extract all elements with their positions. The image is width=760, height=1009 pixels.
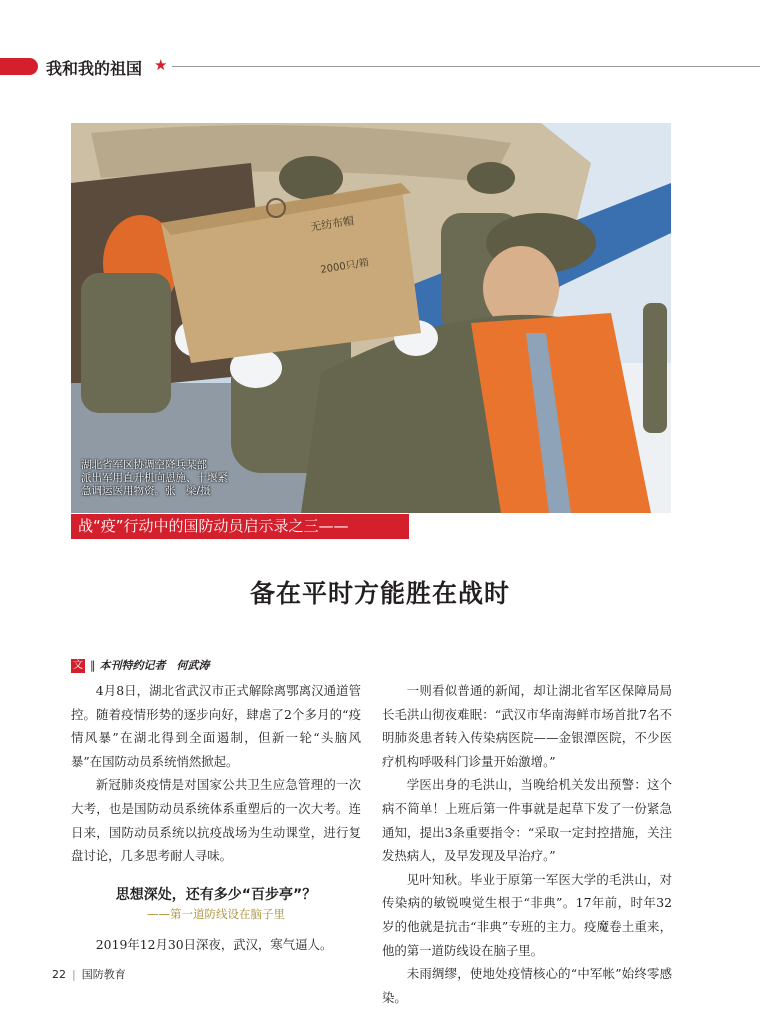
body-paragraph: 未雨绸缪，使地处疫情核心的“中军帐”始终零感染。 <box>382 966 672 1005</box>
body-paragraph: 一则看似普通的新闻，却让湖北省军区保障局局长毛洪山彻夜难眠：“武汉市华南海鲜市场首批7名不明肺炎患者转入传染病医院——金银潭医院，不少医疗机构呼吸科门诊量开始激增。” <box>382 683 672 769</box>
body-paragraph: 4月8日，湖北省武汉市正式解除离鄂离汉通道管控。随着疫情形势的逐步向好，肆虐了2个多月的“疫情风暴”在湖北得到全面遏制，但新一轮“头脑风暴”在国防动员系统悄然掀起。 <box>71 683 361 769</box>
lead-photo <box>71 123 671 513</box>
box-quantity: 2000只/箱 <box>319 257 370 276</box>
magazine-name: 国防教育 <box>81 968 126 981</box>
article-headline: 备在平时方能胜在战时 <box>249 579 510 608</box>
photo-caption <box>81 459 241 498</box>
byline <box>71 659 210 673</box>
photo-caption-line: 急调运医用物资。张 梁/摄 <box>81 485 211 497</box>
series-kicker: 战“疫”行动中的国防动员启示录之三—— <box>71 514 409 539</box>
body-paragraph: 2019年12月30日深夜，武汉，寒气逼人。 <box>95 936 333 952</box>
section-title: 我和我的祖国 <box>46 59 143 78</box>
page-footer <box>52 966 126 982</box>
subhead-subtitle: ——第一道防线设在脑子里 <box>147 906 285 921</box>
right-column <box>382 679 672 1009</box>
byline-badge: 文 <box>73 660 83 671</box>
header-divider <box>172 66 760 67</box>
byline-separator: ‖ <box>90 659 96 672</box>
footer-separator: | <box>72 968 76 981</box>
byline-author: 本刊特约记者 何武涛 <box>99 659 210 672</box>
photo-caption-line: 湖北省军区协调空降兵某部 <box>81 459 207 471</box>
page-number: 22 <box>52 968 66 981</box>
body-paragraph: 见叶知秋。毕业于原第一军医大学的毛洪山，对传染病的敏锐嗅觉生根于“非典”。17年前，时年32岁的他就是抗击“非典”专班的主力。疫魔卷土重来，他的第一道防线设在脑子里。 <box>382 871 672 958</box>
left-column <box>71 679 361 956</box>
subhead-title: 思想深处，还有多少“百步亭”？ <box>115 886 317 903</box>
body-paragraph: 新冠肺炎疫情是对国家公共卫生应急管理的一次大考，也是国防动员系统体系重塑后的一次大考。连日来，国防动员系统以抗疫战场为生动课堂，进行复盘讨论，几多思考耐人寻味。 <box>71 777 361 864</box>
body-paragraph: 学医出身的毛洪山，当晚给机关发出预警：这个病不简单！上班后第一件事就是起草下发了一份紧急通知，提出3条重要指令：“采取一定封控措施，关注发热病人，及早发现及早治疗。” <box>382 777 672 864</box>
photo-caption-line: 派出军用直升机向恩施、十堰紧 <box>81 472 228 484</box>
box-label: 无纺布帽 <box>309 214 355 234</box>
red-star-icon: ★ <box>154 56 168 74</box>
section-marker <box>0 58 38 75</box>
subhead <box>71 885 361 923</box>
